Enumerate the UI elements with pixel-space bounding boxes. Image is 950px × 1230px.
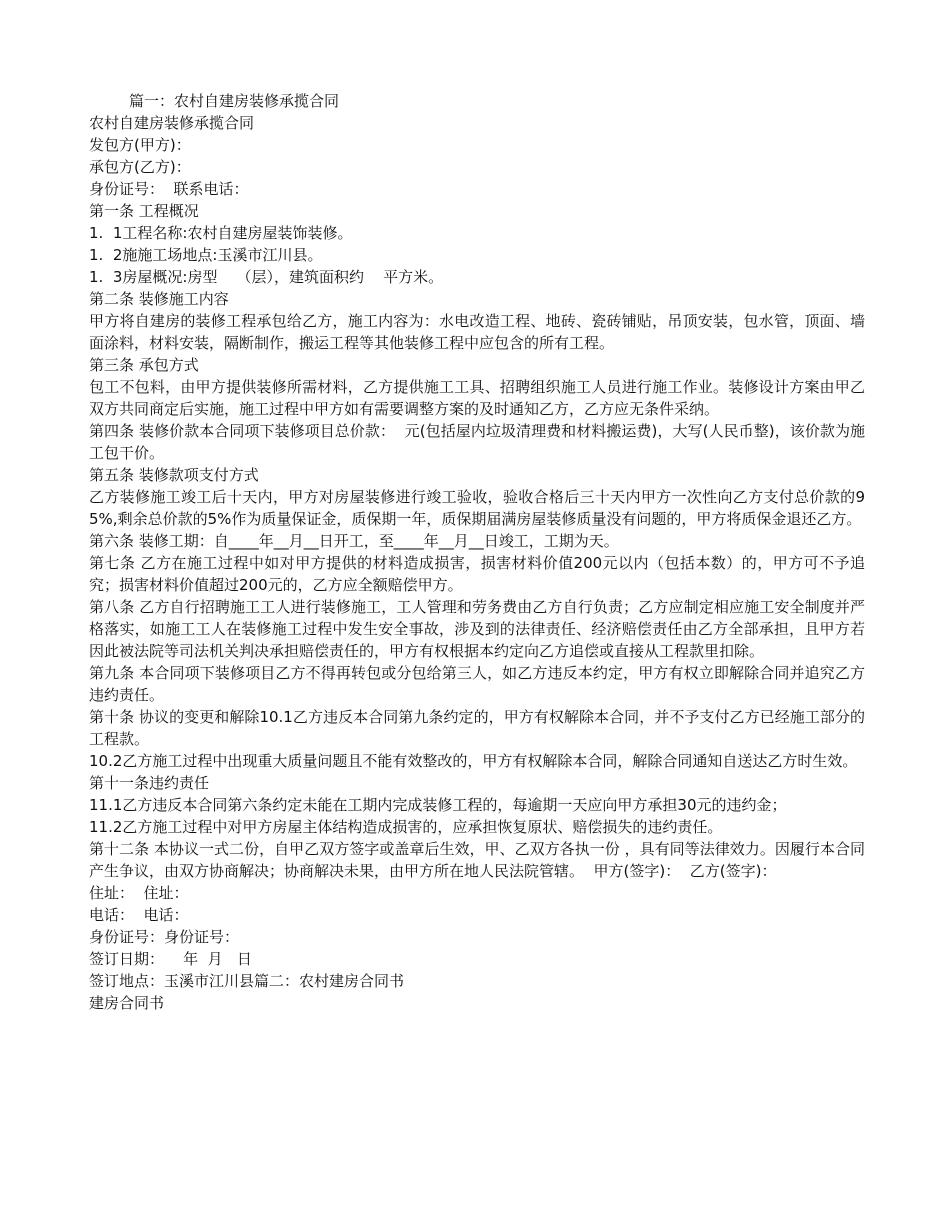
sign-date-line: 签订日期： 年 月 日	[89, 950, 252, 968]
article-10-body: 第十条 协议的变更和解除10.1乙方违反本合同第九条约定的，甲方有权解除本合同，并不予支付乙方已经施工部分的工程款。	[89, 708, 865, 748]
phone-line: 电话： 电话：	[89, 906, 189, 924]
article-3-heading: 第三条 承包方式	[89, 356, 199, 374]
article-5-body: 乙方装修施工竣工后十天内，甲方对房屋装修进行竣工验收，验收合格后三十天内甲方一次性向乙方支付总价款的95%,剩余总价款的5%作为质量保证金，质保期一年，质保期届满房屋装修质量没有问题的，甲方将质保金退还乙方。	[89, 488, 865, 528]
article-11-heading: 第十一条违约责任	[89, 774, 210, 792]
article-1-item-3: 1. 3房屋概况:房型 （层），建筑面积约 平方米。	[89, 268, 444, 286]
article-1-item-2: 1. 2施施工场地点:玉溪市江川县。	[89, 246, 323, 264]
section-heading-1: 篇一：农村自建房装修承揽合同	[129, 92, 340, 110]
sign-place-line: 签订地点：玉溪市江川县篇二：农村建房合同书	[89, 972, 405, 990]
section-heading-2: 建房合同书	[89, 994, 165, 1012]
party-b-line: 承包方(乙方)：	[89, 158, 191, 176]
address-line: 住址： 住址：	[89, 884, 189, 902]
article-3-body: 包工不包料，由甲方提供装修所需材料，乙方提供施工工具、招聘组织施工人员进行施工作业。装修设计方案由甲乙双方共同商定后实施，施工过程中甲方如有需要调整方案的及时通知乙方，乙方应无条件采纳。	[89, 378, 865, 418]
article-1-heading: 第一条 工程概况	[89, 202, 199, 220]
party-a-line: 发包方(甲方)：	[89, 136, 191, 154]
contract-title: 农村自建房装修承揽合同	[89, 114, 255, 132]
article-2-heading: 第二条 装修施工内容	[89, 290, 229, 308]
document-body	[89, 90, 865, 1014]
article-11-1-body: 11.1乙方违反本合同第六条约定未能在工期内完成装修工程的，每逾期一天应向甲方承担30元的违约金；	[89, 796, 787, 814]
article-5-heading: 第五条 装修款项支付方式	[89, 466, 259, 484]
article-9-body: 第九条 本合同项下装修项目乙方不得再转包或分包给第三人，如乙方违反本约定，甲方有权立即解除合同并追究乙方违约责任。	[89, 664, 865, 704]
article-1-item-1: 1. 1工程名称:农村自建房屋装饰装修。	[89, 224, 353, 242]
article-8-body: 第八条 乙方自行招聘施工工人进行装修施工，工人管理和劳务费由乙方自行负责；乙方应制定相应施工安全制度并严格落实，如施工工人在装修施工过程中发生安全事故，涉及到的法律责任、经济赔偿责任由乙方全部承担，且甲方若因此被法院等司法机关判决承担赔偿责任的，甲方有权根据本约定向乙方追偿或直接从工程款里扣除。	[89, 598, 865, 660]
id-number-line: 身份证号：身份证号：	[89, 928, 240, 946]
article-6-body: 第六条 装修工期：自____年__月__日开工，至____年__月__日竣工，工期为天。	[89, 532, 619, 550]
article-4-body: 第四条 装修价款本合同项下装修项目总价款： 元(包括屋内垃圾清理费和材料搬运费)，大写(人民币整)，该价款为施工包干价。	[89, 422, 865, 462]
article-12-body: 第十二条 本协议一式二份，自甲乙双方签字或盖章后生效，甲、乙双方各执一份 ，具有同等法律效力。因履行本合同产生争议，由双方协商解决；协商解决未果，由甲方所在地人民法院管辖。 甲方(签字)： 乙方(签字)：	[89, 840, 865, 880]
article-7-body: 第七条 乙方在施工过程中如对甲方提供的材料造成损害，损害材料价值200元以内（包括本数）的，甲方可不予追究；损害材料价值超过200元的，乙方应全额赔偿甲方。	[89, 554, 865, 594]
article-10-2-body: 10.2乙方施工过程中出现重大质量问题且不能有效整改的，甲方有权解除本合同，解除合同通知自送达乙方时生效。	[89, 752, 858, 770]
article-11-2-body: 11.2乙方施工过程中对甲方房屋主体结构造成损害的，应承担恢复原状、赔偿损失的违约责任。	[89, 818, 723, 836]
article-2-body: 甲方将自建房的装修工程承包给乙方，施工内容为：水电改造工程、地砖、瓷砖铺贴，吊顶安装，包水管，顶面、墙面涂料，材料安装，隔断制作，搬运工程等其他装修工程中应包含的所有工程。	[89, 312, 865, 352]
id-contact-line: 身份证号： 联系电话：	[89, 180, 249, 198]
